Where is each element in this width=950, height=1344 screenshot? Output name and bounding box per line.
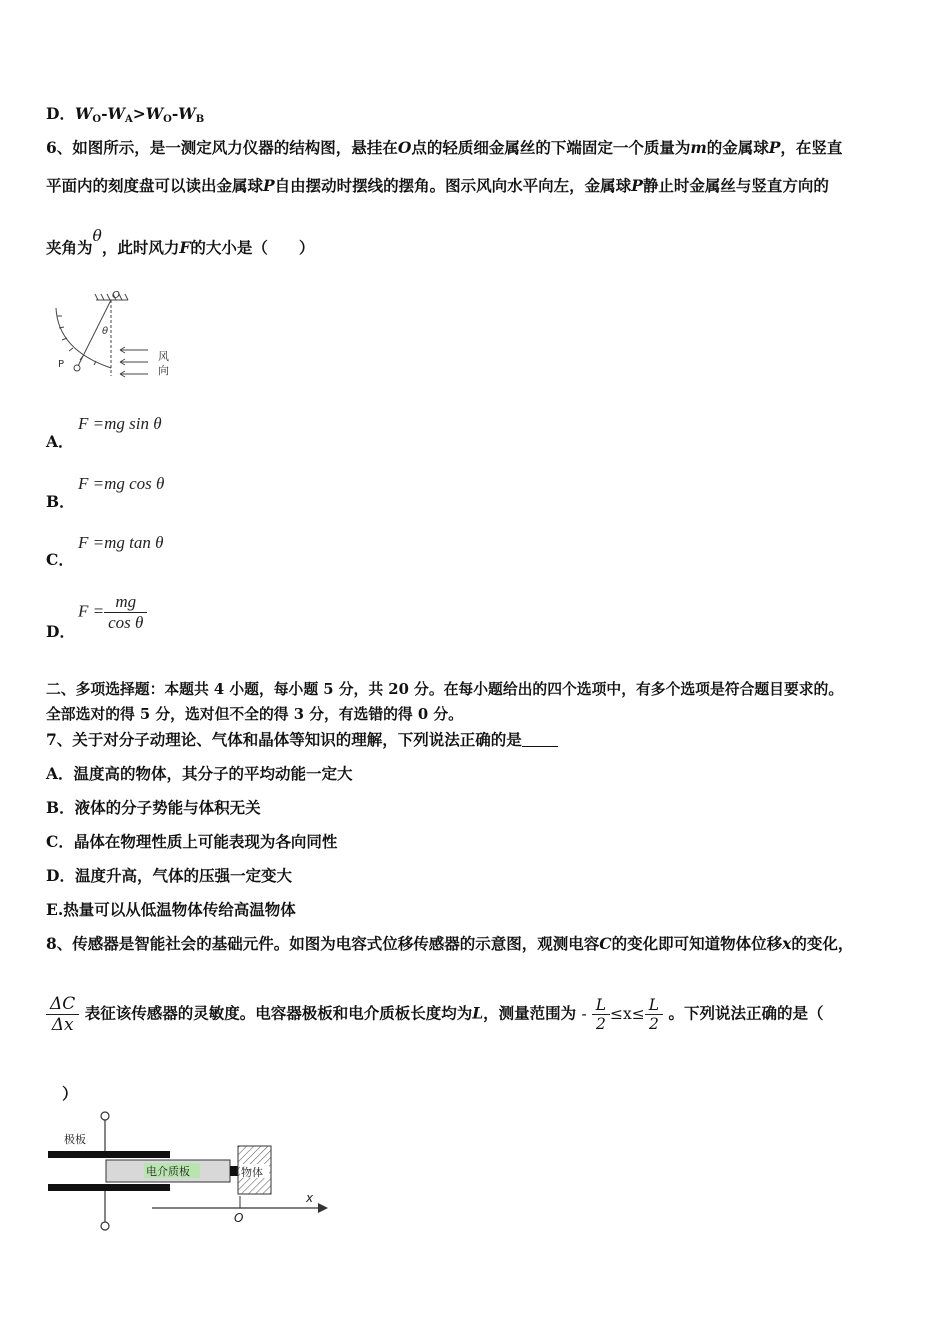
- q6-stem-line3: 夹角为θ，此时风力F的大小是（ ）: [46, 227, 315, 257]
- q6-option-a-formula: F =mg sin θ: [78, 414, 162, 433]
- label-theta: θ: [102, 326, 109, 337]
- q6-stem-line1: 6、如图所示，是一测定风力仪器的结构图，悬挂在O点的轻质细金属丝的下端固定一个质量为m的金属球P，在竖直: [46, 138, 843, 157]
- q8-stem-line2: $\frac{\Delta C}{\Delta x}$ 表征该传感器的灵敏度。电容器极板和电介质板长度均为L，测量范围为 - $\frac{L}{2}$ ≤x≤ $\frac{L}{2}$ 。下列说法正确的是（: [46, 994, 823, 1035]
- q7-option-b: B．液体的分子势能与体积无关: [46, 798, 261, 817]
- capacitor-sensor-diagram: [44, 1108, 339, 1236]
- section2-heading-line1: 二、多项选择题：本题共 4 小题，每小题 5 分，共 20 分。在每小题给出的四个选项中，有多个选项是符合题目要求的。: [46, 681, 844, 698]
- wind-meter-diagram: [48, 288, 183, 380]
- label-O: O: [112, 290, 120, 301]
- plate-label: 极板: [64, 1133, 86, 1146]
- q8-stem-line1: 8、传感器是智能社会的基础元件。如图为电容式位移传感器的示意图，观测电容C的变化即可知道物体位移x的变化，: [46, 934, 854, 953]
- section2-heading-line2: 全部选对的得 5 分，选对但不全的得 3 分，有选错的得 0 分。: [46, 706, 463, 723]
- top-plate: [48, 1151, 170, 1158]
- range-expression: - $\frac{L}{2}$ ≤x≤ $\frac{L}{2}$: [582, 1005, 664, 1023]
- q6-option-a-label: A．: [46, 432, 74, 451]
- label-wind-2: 向: [158, 364, 169, 377]
- q7-option-a: A．温度高的物体，其分子的平均动能一定大: [46, 764, 353, 783]
- object-label: 物体: [241, 1166, 263, 1179]
- label-P: P: [58, 359, 65, 370]
- origin-label: O: [234, 1211, 244, 1225]
- q7-stem: 7、关于对分子动理论、气体和晶体等知识的理解，下列说法正确的是: [46, 728, 558, 750]
- bottom-plate: [48, 1184, 170, 1191]
- q6-option-d-formula: F = $\frac{mg}{\text{cos θ}}$: [78, 592, 147, 633]
- q7-option-c: C．晶体在物理性质上可能表现为各向同性: [46, 832, 338, 851]
- q7-option-e: E.热量可以从低温物体传给高温物体: [46, 900, 296, 919]
- q6-option-c-label: C．: [46, 550, 74, 569]
- dielectric-label: 电介质板: [146, 1165, 190, 1178]
- q6-option-c-formula: F =mg tan θ: [78, 533, 164, 552]
- q6-option-d-label: D．: [46, 622, 75, 641]
- q6-option-b-formula: F =mg cos θ: [78, 474, 165, 493]
- sensitivity-fraction: $\frac{\Delta C}{\Delta x}$: [46, 994, 79, 1035]
- q7-option-d: D．温度升高，气体的压强一定变大: [46, 866, 292, 885]
- q6-option-b-label: B．: [46, 492, 75, 511]
- q8-stem-line3: ）: [62, 1084, 78, 1103]
- q6-stem-line2: 平面内的刻度盘可以读出金属球P自由摆动时摆线的摆角。图示风向水平向左，金属球P静止时金属丝与竖直方向的: [46, 176, 829, 195]
- q5-option-d: D．$W_O-W_A>W_O-W_B$: [46, 104, 205, 125]
- x-axis-label: x: [306, 1191, 314, 1205]
- label-wind-1: 风: [158, 350, 169, 363]
